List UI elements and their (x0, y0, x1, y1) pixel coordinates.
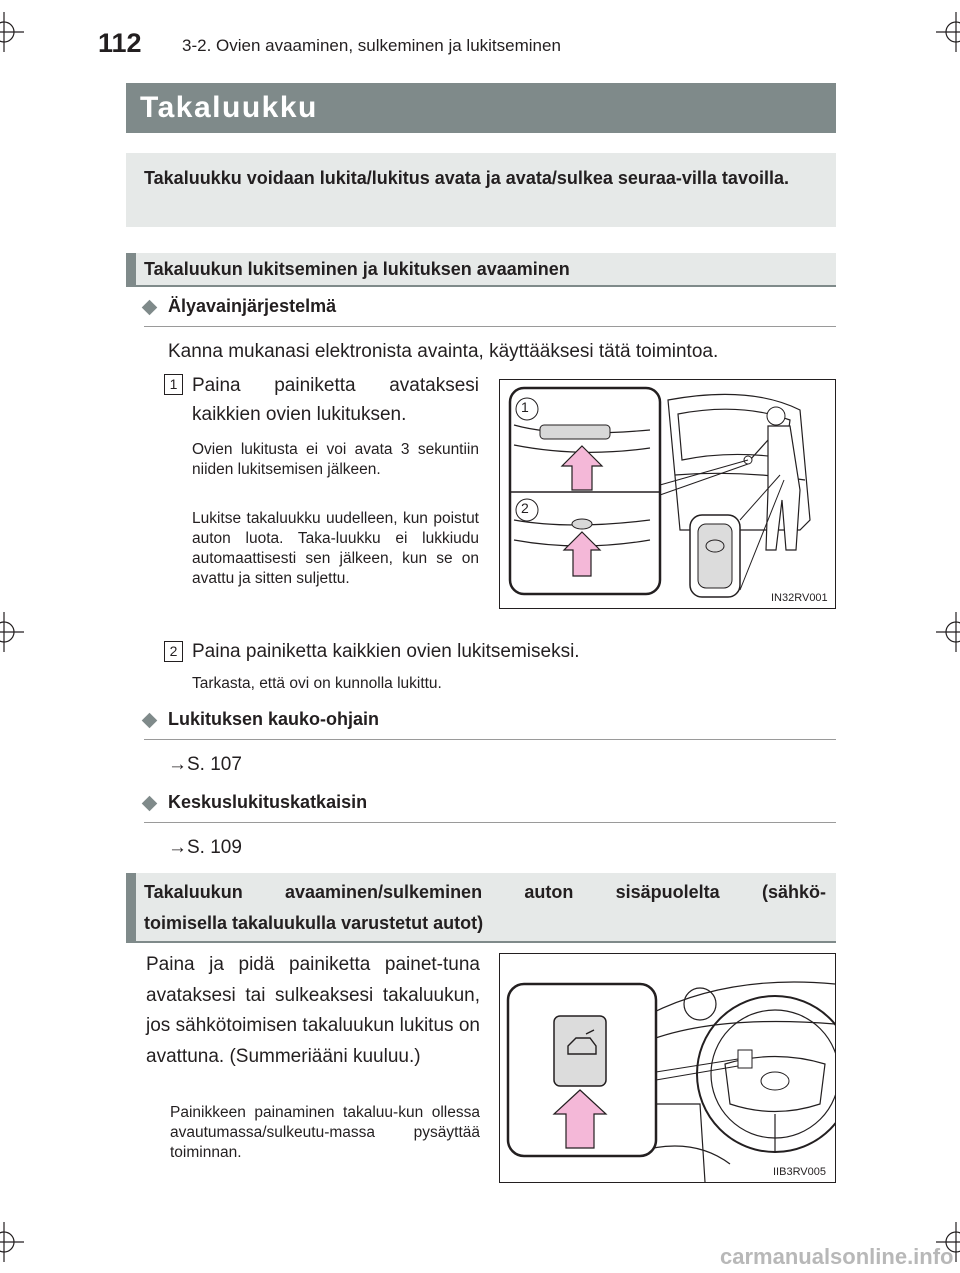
subheading-remote (144, 709, 836, 740)
step-number-2: 2 (164, 641, 183, 662)
figure-code: IIB3RV005 (773, 1166, 827, 1178)
step-2-text: Paina painiketta kaikkien ovien lukitsemiseksi. (192, 641, 580, 662)
step-1-note-1: Ovien lukitusta ei voi avata 3 sekuntiin niiden lukitsemisen jälkeen. (192, 441, 479, 478)
intro-panel (126, 153, 836, 227)
registration-mark-icon (0, 12, 24, 52)
figure-code: IN32RV001 (771, 592, 828, 604)
registration-mark-icon (0, 612, 24, 652)
step-2-note: Tarkasta, että ovi on kunnolla lukittu. (192, 675, 442, 692)
subheading-text: Keskuslukituskatkaisin (168, 792, 368, 812)
subheading-smart-key (144, 296, 836, 327)
page-number: 112 (98, 28, 142, 58)
diamond-bullet-icon (142, 300, 158, 316)
section-heading-line2: toimisella takaluukulla varustetut autot) (144, 913, 484, 933)
section-heading-power-tailgate (126, 873, 836, 943)
section-heading-bar (126, 873, 136, 941)
section-heading-locking (126, 253, 836, 287)
subheading-text: Älyavainjärjestelmä (168, 296, 337, 316)
registration-mark-icon (936, 12, 960, 52)
subheading-central-lock (144, 792, 836, 823)
diamond-bullet-icon (142, 713, 158, 729)
figure-callout-1: 1 (521, 399, 529, 415)
dashboard-illustration (500, 954, 835, 1182)
watermark: carmanualsonline.info (720, 1244, 954, 1269)
power-tailgate-body: Paina ja pidä painiketta painet-tuna avataksesi tai sulkeaksesi takaluukun, jos sähkötoimisen takaluukun lukitus on avattuna. (Summeriääni kuuluu.) (146, 954, 480, 1067)
subheading-text: Lukituksen kauko-ohjain (168, 709, 380, 729)
smart-key-lead: Kanna mukanasi elektronista avainta, käyttääksesi tätä toimintoa. (168, 341, 719, 362)
section-heading-line1: Takaluukun avaaminen/sulkeminen auton sisäpuolelta (sähkö- (144, 882, 826, 902)
page-reference-107[interactable]: →S. 107 (168, 754, 242, 775)
step-1-text-line1: Paina painiketta avataksesi (192, 375, 479, 396)
figure-dashboard-button (499, 953, 836, 1183)
power-tailgate-note: Painikkeen painaminen takaluu-kun ollessa avautumassa/sulkeutu-massa pysäyttää toiminnan. (170, 1104, 480, 1161)
intro-text: Takaluukku voidaan lukita/lukitus avata ja avata/sulkea seuraa-villa tavoilla. (144, 168, 789, 188)
running-header: 3-2. Ovien avaaminen, sulkeminen ja lukitseminen (182, 36, 561, 55)
section-heading-bar (126, 253, 136, 285)
figure-smart-key-tailgate (499, 379, 836, 609)
page-reference-109[interactable]: →S. 109 (168, 837, 242, 858)
step-number-1: 1 (164, 374, 183, 395)
diamond-bullet-icon (142, 796, 158, 812)
step-1-note-2: Lukitse takaluukku uudelleen, kun poistut auton luota. Taka-luukku ei lukkiudu automaattisesti sen jälkeen, kun se on avattu ja sitten suljettu. (192, 510, 479, 587)
tailgate-illustration (500, 380, 835, 608)
step-1-text-line2: kaikkien ovien lukituksen. (192, 404, 407, 425)
registration-mark-icon (936, 612, 960, 652)
registration-mark-icon (0, 1222, 24, 1262)
page-title: Takaluukku (140, 91, 318, 124)
figure-callout-2: 2 (521, 500, 529, 516)
page-title-band (126, 83, 836, 133)
section-heading-text: Takaluukun lukitseminen ja lukituksen avaaminen (144, 259, 570, 279)
